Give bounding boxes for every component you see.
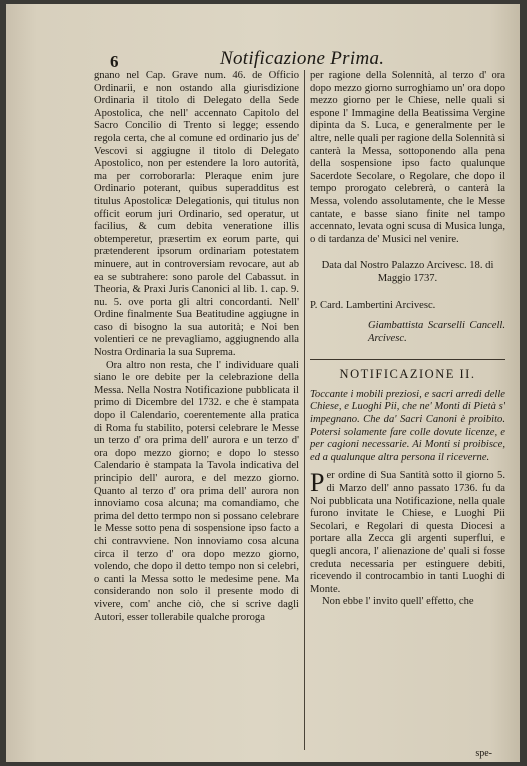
column-divider xyxy=(304,70,305,750)
running-title: Notificazione Prima. xyxy=(220,48,385,69)
right-paragraph-2 xyxy=(310,470,505,596)
page-number: 6 xyxy=(110,52,119,71)
dateline: Data dal Nostro Palazzo Arcivesc. 18. di Maggio 1737. xyxy=(321,260,494,284)
section-summary: Toccante i mobili preziosi, e sacri arredi delle Chiese, e Luoghi Pii, che ne' Monti di Pietà s' impegnano. Che da' Sacri Canoni è proibito. Potersi solamente fare colle dovute licenze, e per cagioni necessarie. Ai Monti si proibisce, ed a qualunque altra persona il riceverne. xyxy=(310,388,505,463)
section-heading: NOTIFICAZIONE II. xyxy=(339,367,476,382)
right-column xyxy=(310,70,505,609)
left-paragraph-1: gnano nel Cap. Grave num. 46. de Officio Ordinarii, e non ostando alla giurisdizione Ordinaria il titolo di Delegato della Sede Apostolica, che nell' accennato Capitolo del Sacro Concilio di Trento si legge; essendo regola certa, che al comune ed ordinario jus de' Vescovi si aggiugne il titolo di Delegato Apostolico, non per estendere la loro autorità, ma per corroborarla: Pleraque enim jure Ordinario poterant, quibus superadditus est titulus Apostolicæ Delegationis, qui titulus non officit eorum juri Ordinario, sed operatur, ut facilius, & cum debita veneratione illis obtemperetur, præsertim ex eorum parte, qui prætenderent ipsorum ordinariam potestatem minuere, aut in controversiam revocare, aut ab ea se subtrahere: sono parole del Cabassut. in Theoria, & Praxi Juris Canonici al lib. 1. cap. 9. nu. 5. ove porta gli altri concordanti. Nell' Ordine finalmente Sua Beatitudine aggiugne in caso di bisogno la sua autorità; e Noi ben volentieri ce ne prevagliamo, aggiugnendo alla Nostra Ordinaria la sua Suprema. xyxy=(94,70,299,359)
right-paragraph-1: per ragione della Solennità, al terzo d' ora dopo mezzo giorno surroghiamo un' ora dopo mezzo giorno per le Chiese, nelle quali si espone l' Immagine della Beatissima Vergine dipinta da S. Luca, e generalmente per le altre, nelle quali per ragione della Solennità si canterà la Messa, sottoponendo alla pena della sospensione ipso facto qualunque Sacerdote Secolare, o Regolare, che dopo il tempo prorogato celebrerà, o canterà la Messa, volendo assolutamente, che le Messe cantate, e basse siano finite nel tampo accennato, levata ogni scusa di Musica lunga, o di tardanza de' Musici nel venire. xyxy=(310,70,505,245)
book-page xyxy=(6,4,520,762)
left-column xyxy=(94,70,299,624)
right-paragraph-2-text: er ordine di Sua Santità sotto il giorno 5. di Marzo dell' anno passato 1736. fu da Noi pubblicata una Notificazione, nella quale furono invitate le Chiese, e Luoghi Pii Secolari, e Regolari di questa Diocesi a portare alla Zecca gli argenti superflui, e quegli ancora, l' alienazione de' quali si fosse creduta necessaria per estinguere debiti, ricevendo il controcambio in tanti Luoghi di Monte. xyxy=(310,470,505,595)
right-paragraph-3: Non ebbe l' invito quell' effetto, che xyxy=(322,596,474,608)
catchword: spe- xyxy=(475,748,492,759)
signature-chancellor: Giambattista Scarselli Cancell. Arcivesc. xyxy=(368,320,505,344)
left-paragraph-2: Ora altro non resta, che l' individuare quali siano le ore debite per la celebrazione della Messa. Nella Nostra Notificazione pubblicata il primo di Dicembre del 1732. e che è stampata dopo il Calendario, coerentemente alla pratica di Roma fu stabilito, potersi celebrare le Messe un terzo d' ora prima dell' aurora e un terzo d' ora dopo mezzo giorno; e dopo lo stesso Calendario è stampata la Tavola indicativa del principio dell' aurora, e del mezzo giorno. Quanto al terzo d' ora prima dell' aurora non innoviamo cosa alcuna; ma comandiamo, che prima del detto termpo non si possano celebrare le Messe sotto pena di sospensione ipso facto a chi contravviene. Non innoviamo cosa alcuna circa il terzo d' ora dopo mezzo giorno, volendo, che dopo il detto tempo non si celebri, o canti la Messa sotto le medesime pene. Ma considerando non solo il presente modo di vivere, com' anche ciò, che si scrive dagli Autori, esser tollerabile qualche proroga xyxy=(94,359,299,623)
drop-cap: P xyxy=(310,468,325,498)
signature-cardinal: P. Card. Lambertini Arcivesc. xyxy=(310,299,436,311)
section-rule xyxy=(310,359,505,360)
